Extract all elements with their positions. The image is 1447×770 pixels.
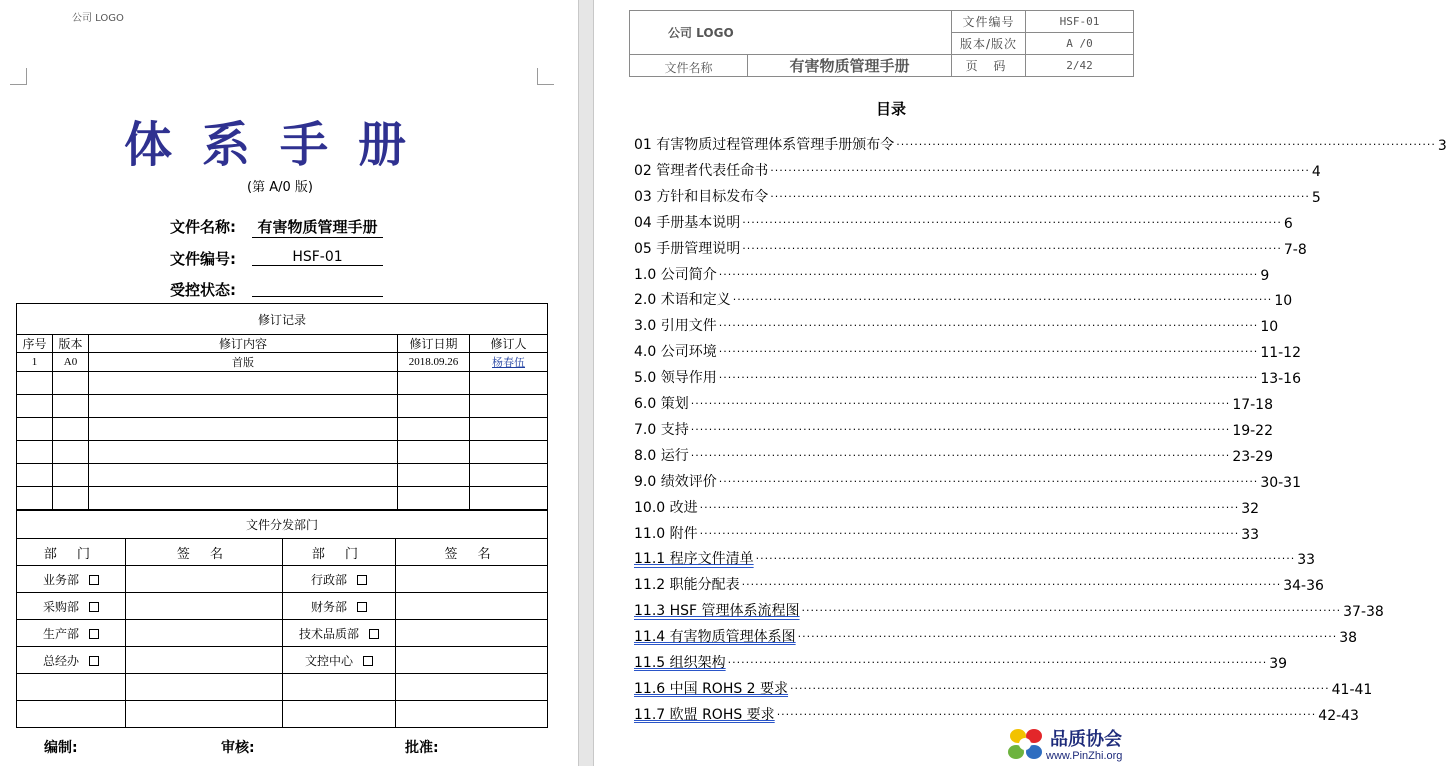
dept-name: 文控中心 <box>304 653 353 668</box>
toc-entry[interactable] <box>634 676 1373 698</box>
toc-entry-page: 17-18 <box>1232 397 1273 413</box>
col-header-signature: 签 名 <box>396 539 548 566</box>
table-row <box>17 353 548 372</box>
table-row <box>17 701 548 728</box>
table-row <box>17 674 548 701</box>
toc-entry-page: 37-38 <box>1343 604 1384 621</box>
toc-leader-dots: ························································································································ <box>690 397 1231 410</box>
toc-entry-page: 6 <box>1283 215 1293 232</box>
toc-entry-page: 33 <box>1297 552 1316 569</box>
toc-entry-page: 39 <box>1269 656 1288 672</box>
toc-entry-label[interactable]: 11.6 中国 ROHS 2 要求 <box>634 680 789 697</box>
toc-entry-page: 19-22 <box>1232 422 1273 439</box>
page-gutter <box>578 0 594 766</box>
col-header-reviser: 修订人 <box>470 335 548 353</box>
toc-entry-label[interactable]: 7.0 支持 <box>634 421 689 438</box>
signature-cell <box>126 593 283 620</box>
revision-table <box>16 303 548 510</box>
table-row <box>17 593 548 620</box>
margin-corner-mark <box>537 68 554 85</box>
toc-entry-label[interactable]: 11.2 职能分配表 <box>634 577 740 594</box>
dept-name: 技术品质部 <box>298 626 359 641</box>
table-row <box>17 395 548 418</box>
checkbox-icon[interactable] <box>363 656 373 666</box>
header-logo: 公司 LOGO <box>630 11 952 55</box>
manual-title: 体系手册 <box>123 117 436 173</box>
toc-entry[interactable] <box>634 158 1321 180</box>
toc-leader-dots: ························································································································ <box>776 707 1317 721</box>
doc-no-value: HSF-01 <box>1026 11 1134 33</box>
toc-entry[interactable] <box>634 624 1358 647</box>
toc-leader-dots: ························································································································ <box>790 681 1330 695</box>
toc-leader-dots: ························································································································ <box>755 552 1296 566</box>
toc-leader-dots: ························································································································ <box>797 630 1338 644</box>
toc-entry[interactable] <box>634 313 1279 336</box>
revision-date: 2018.09.26 <box>398 353 470 372</box>
toc-leader-dots: ························································································································ <box>742 241 1282 255</box>
table-row <box>17 566 548 593</box>
toc-leader-dots: ························································································································ <box>801 604 1342 618</box>
toc-title: 目录 <box>875 100 906 118</box>
revision-version: A0 <box>53 353 89 372</box>
toc-entry-page: 5 <box>1311 189 1321 206</box>
toc-entry-label[interactable]: 02 管理者代表任命书 <box>634 162 769 179</box>
watermark <box>1004 724 1134 766</box>
page-value: 2/42 <box>1026 55 1134 77</box>
toc-leader-dots: ························································································································ <box>699 526 1240 540</box>
toc-entry-page: 32 <box>1241 500 1260 517</box>
control-status-label: 受控状态: <box>170 281 236 299</box>
toc-leader-dots: ························································································································ <box>896 138 1436 151</box>
checkbox-icon[interactable] <box>89 602 99 612</box>
toc-entry-label[interactable]: 03 方针和目标发布令 <box>634 188 769 205</box>
toc-entry-label[interactable]: 11.4 有害物质管理体系图 <box>634 629 796 646</box>
col-header-signature: 签 名 <box>126 539 283 566</box>
doc-name-row <box>170 216 236 237</box>
toc-entry-label[interactable]: 11.0 附件 <box>634 525 698 542</box>
table-row <box>17 464 548 487</box>
reviser-name: 杨春伍 <box>492 357 526 369</box>
toc-entry-page: 11-12 <box>1260 345 1301 362</box>
revision-content: 首版 <box>89 353 398 372</box>
col-header-content: 修订内容 <box>89 335 398 353</box>
toc-entry-page: 10 <box>1274 293 1293 310</box>
toc-entry[interactable] <box>634 702 1359 724</box>
toc-leader-dots: ························································································································ <box>718 267 1259 281</box>
company-logo-placeholder: 公司 LOGO <box>72 13 124 24</box>
toc-entry[interactable] <box>634 262 1270 284</box>
reviewed-by-label: 审核: <box>221 740 255 756</box>
distribution-table <box>16 510 548 728</box>
toc-entry[interactable] <box>634 391 1273 413</box>
version-value: A /0 <box>1026 33 1134 55</box>
toc-entry-page: 13-16 <box>1260 371 1301 388</box>
toc-entry-page: 7-8 <box>1283 241 1307 258</box>
toc-entry-label[interactable]: 3.0 引用文件 <box>634 318 717 335</box>
toc-leader-dots: ························································································································ <box>718 345 1259 359</box>
col-header-date: 修订日期 <box>398 335 470 353</box>
dept-name: 生产部 <box>42 626 79 641</box>
dept-name: 财务部 <box>310 599 347 614</box>
toc-entry-page: 41-41 <box>1331 681 1373 698</box>
page-label: 页 码 <box>952 55 1026 77</box>
toc-page <box>594 0 1447 766</box>
toc-entry-page: 3 <box>1437 138 1447 154</box>
toc-entry-label[interactable]: 11.1 程序文件清单 <box>634 551 754 568</box>
watermark-text: 品质协会 <box>1050 729 1122 750</box>
toc-entry-label[interactable]: 11.5 组织架构 <box>634 655 726 671</box>
toc-leader-dots: ························································································································ <box>732 293 1273 307</box>
toc-leader-dots: ························································································································ <box>718 474 1259 488</box>
toc-entry-page: 38 <box>1339 630 1358 647</box>
doc-name-label: 文件名称 <box>630 55 748 77</box>
toc-entry[interactable] <box>634 495 1260 517</box>
doc-name-label: 文件名称: <box>170 218 236 236</box>
doc-name-value: 有害物质管理手册 <box>748 55 952 77</box>
toc-entry[interactable] <box>634 132 1447 154</box>
toc-entry[interactable] <box>634 521 1260 543</box>
toc-entry[interactable] <box>634 443 1273 465</box>
toc-entry-page: 4 <box>1311 163 1321 180</box>
checkbox-icon[interactable] <box>89 656 99 666</box>
doc-name-value: 有害物质管理手册 <box>252 216 383 238</box>
dept-name: 采购部 <box>42 599 79 614</box>
toc-entry[interactable] <box>634 572 1324 595</box>
table-row <box>17 441 548 464</box>
table-row <box>17 372 548 395</box>
toc-entry-label[interactable]: 11.3 HSF 管理体系流程图 <box>634 603 800 620</box>
checkbox-icon[interactable] <box>369 629 379 639</box>
toc-entry[interactable] <box>634 236 1307 258</box>
version-label: 版本/版次 <box>952 33 1026 55</box>
dept-name: 业务部 <box>42 572 79 587</box>
dept-name: 总经办 <box>42 653 79 668</box>
revision-seq: 1 <box>17 353 53 372</box>
toc-entry-page: 42-43 <box>1318 707 1359 724</box>
toc-leader-dots: ························································································································ <box>718 371 1259 385</box>
prepared-by-label: 编制: <box>44 740 78 756</box>
cover-page <box>0 0 578 766</box>
toc-entry-label[interactable]: 6.0 策划 <box>634 396 689 412</box>
checkbox-icon[interactable] <box>357 575 367 585</box>
toc-entry-label[interactable]: 5.0 领导作用 <box>634 370 717 387</box>
doc-number-label: 文件编号: <box>170 250 236 268</box>
revision-heading: 修订记录 <box>17 304 548 335</box>
toc-leader-dots: ························································································································ <box>718 319 1259 333</box>
checkbox-icon[interactable] <box>357 602 367 612</box>
toc-entry-label[interactable]: 1.0 公司简介 <box>634 266 717 283</box>
checkbox-icon[interactable] <box>89 575 99 585</box>
toc-leader-dots: ························································································································ <box>727 656 1268 669</box>
toc-leader-dots: ························································································································ <box>699 500 1240 514</box>
toc-entry[interactable] <box>634 339 1301 362</box>
signature-cell <box>396 620 548 647</box>
toc-leader-dots: ························································································································ <box>770 163 1310 177</box>
toc-entry-label[interactable]: 01 有害物质过程管理体系管理手册颁布令 <box>634 137 895 153</box>
toc-leader-dots: ························································································································ <box>742 215 1282 229</box>
toc-entry-label[interactable]: 10.0 改进 <box>634 499 698 516</box>
col-header-dept: 部 门 <box>283 539 396 566</box>
edition-label: (第 A/0 版) <box>247 180 313 195</box>
toc-entry[interactable] <box>634 287 1293 310</box>
toc-entry-page: 30-31 <box>1260 474 1301 491</box>
toc-entry-page: 34-36 <box>1283 578 1324 595</box>
doc-number-row <box>170 248 236 269</box>
revision-reviser <box>470 353 548 372</box>
table-row <box>17 620 548 647</box>
col-header-version: 版本 <box>53 335 89 353</box>
table-row <box>17 418 548 441</box>
checkbox-icon[interactable] <box>89 629 99 639</box>
distribution-heading: 文件分发部门 <box>17 511 548 539</box>
toc-entry-label[interactable]: 9.0 绩效评价 <box>634 473 717 490</box>
dept-name: 行政部 <box>310 572 347 587</box>
signature-cell <box>396 647 548 674</box>
control-status-value <box>252 279 383 297</box>
toc-leader-dots: ························································································································ <box>741 578 1282 592</box>
signature-cell <box>126 566 283 593</box>
doc-no-label: 文件编号 <box>952 11 1026 33</box>
toc-entry-page: 9 <box>1260 267 1270 284</box>
toc-leader-dots: ························································································································ <box>690 422 1231 436</box>
toc-leader-dots: ························································································································ <box>690 448 1231 462</box>
signature-cell <box>396 566 548 593</box>
toc-entry[interactable] <box>634 546 1316 569</box>
col-header-seq: 序号 <box>17 335 53 353</box>
toc-entry[interactable] <box>634 650 1288 672</box>
col-header-dept: 部 门 <box>17 539 126 566</box>
watermark-url: www.PinZhi.org <box>1046 750 1123 762</box>
toc-entry-label[interactable]: 11.7 欧盟 ROHS 要求 <box>634 706 775 723</box>
toc-entry[interactable] <box>634 469 1301 491</box>
toc-entry-label[interactable]: 05 手册管理说明 <box>634 240 741 257</box>
toc-entry-label[interactable]: 2.0 术语和定义 <box>634 292 731 309</box>
toc-leader-dots: ························································································································ <box>770 189 1310 203</box>
table-row <box>17 647 548 674</box>
toc-entry-page: 23-29 <box>1232 448 1273 465</box>
doc-number-value: HSF-01 <box>252 249 383 266</box>
toc-entry-page: 33 <box>1241 526 1260 543</box>
toc-entry[interactable] <box>634 184 1321 206</box>
signature-cell <box>126 647 283 674</box>
approved-by-label: 批准: <box>405 740 439 756</box>
doc-header-table <box>629 10 1134 77</box>
toc-entry[interactable] <box>634 417 1273 439</box>
control-status-row <box>170 279 236 300</box>
toc-entry[interactable] <box>634 598 1384 621</box>
margin-corner-mark <box>10 68 27 85</box>
toc-entry-label[interactable]: 4.0 公司环境 <box>634 344 717 361</box>
toc-entry-label[interactable]: 04 手册基本说明 <box>634 214 741 231</box>
signature-cell <box>396 593 548 620</box>
table-row <box>17 487 548 510</box>
toc-entry-page: 10 <box>1260 319 1279 336</box>
signature-cell <box>126 620 283 647</box>
flower-logo-icon <box>1004 724 1048 766</box>
toc-entry[interactable] <box>634 365 1301 388</box>
toc-entry[interactable] <box>634 210 1293 232</box>
toc-entry-label[interactable]: 8.0 运行 <box>634 447 689 464</box>
